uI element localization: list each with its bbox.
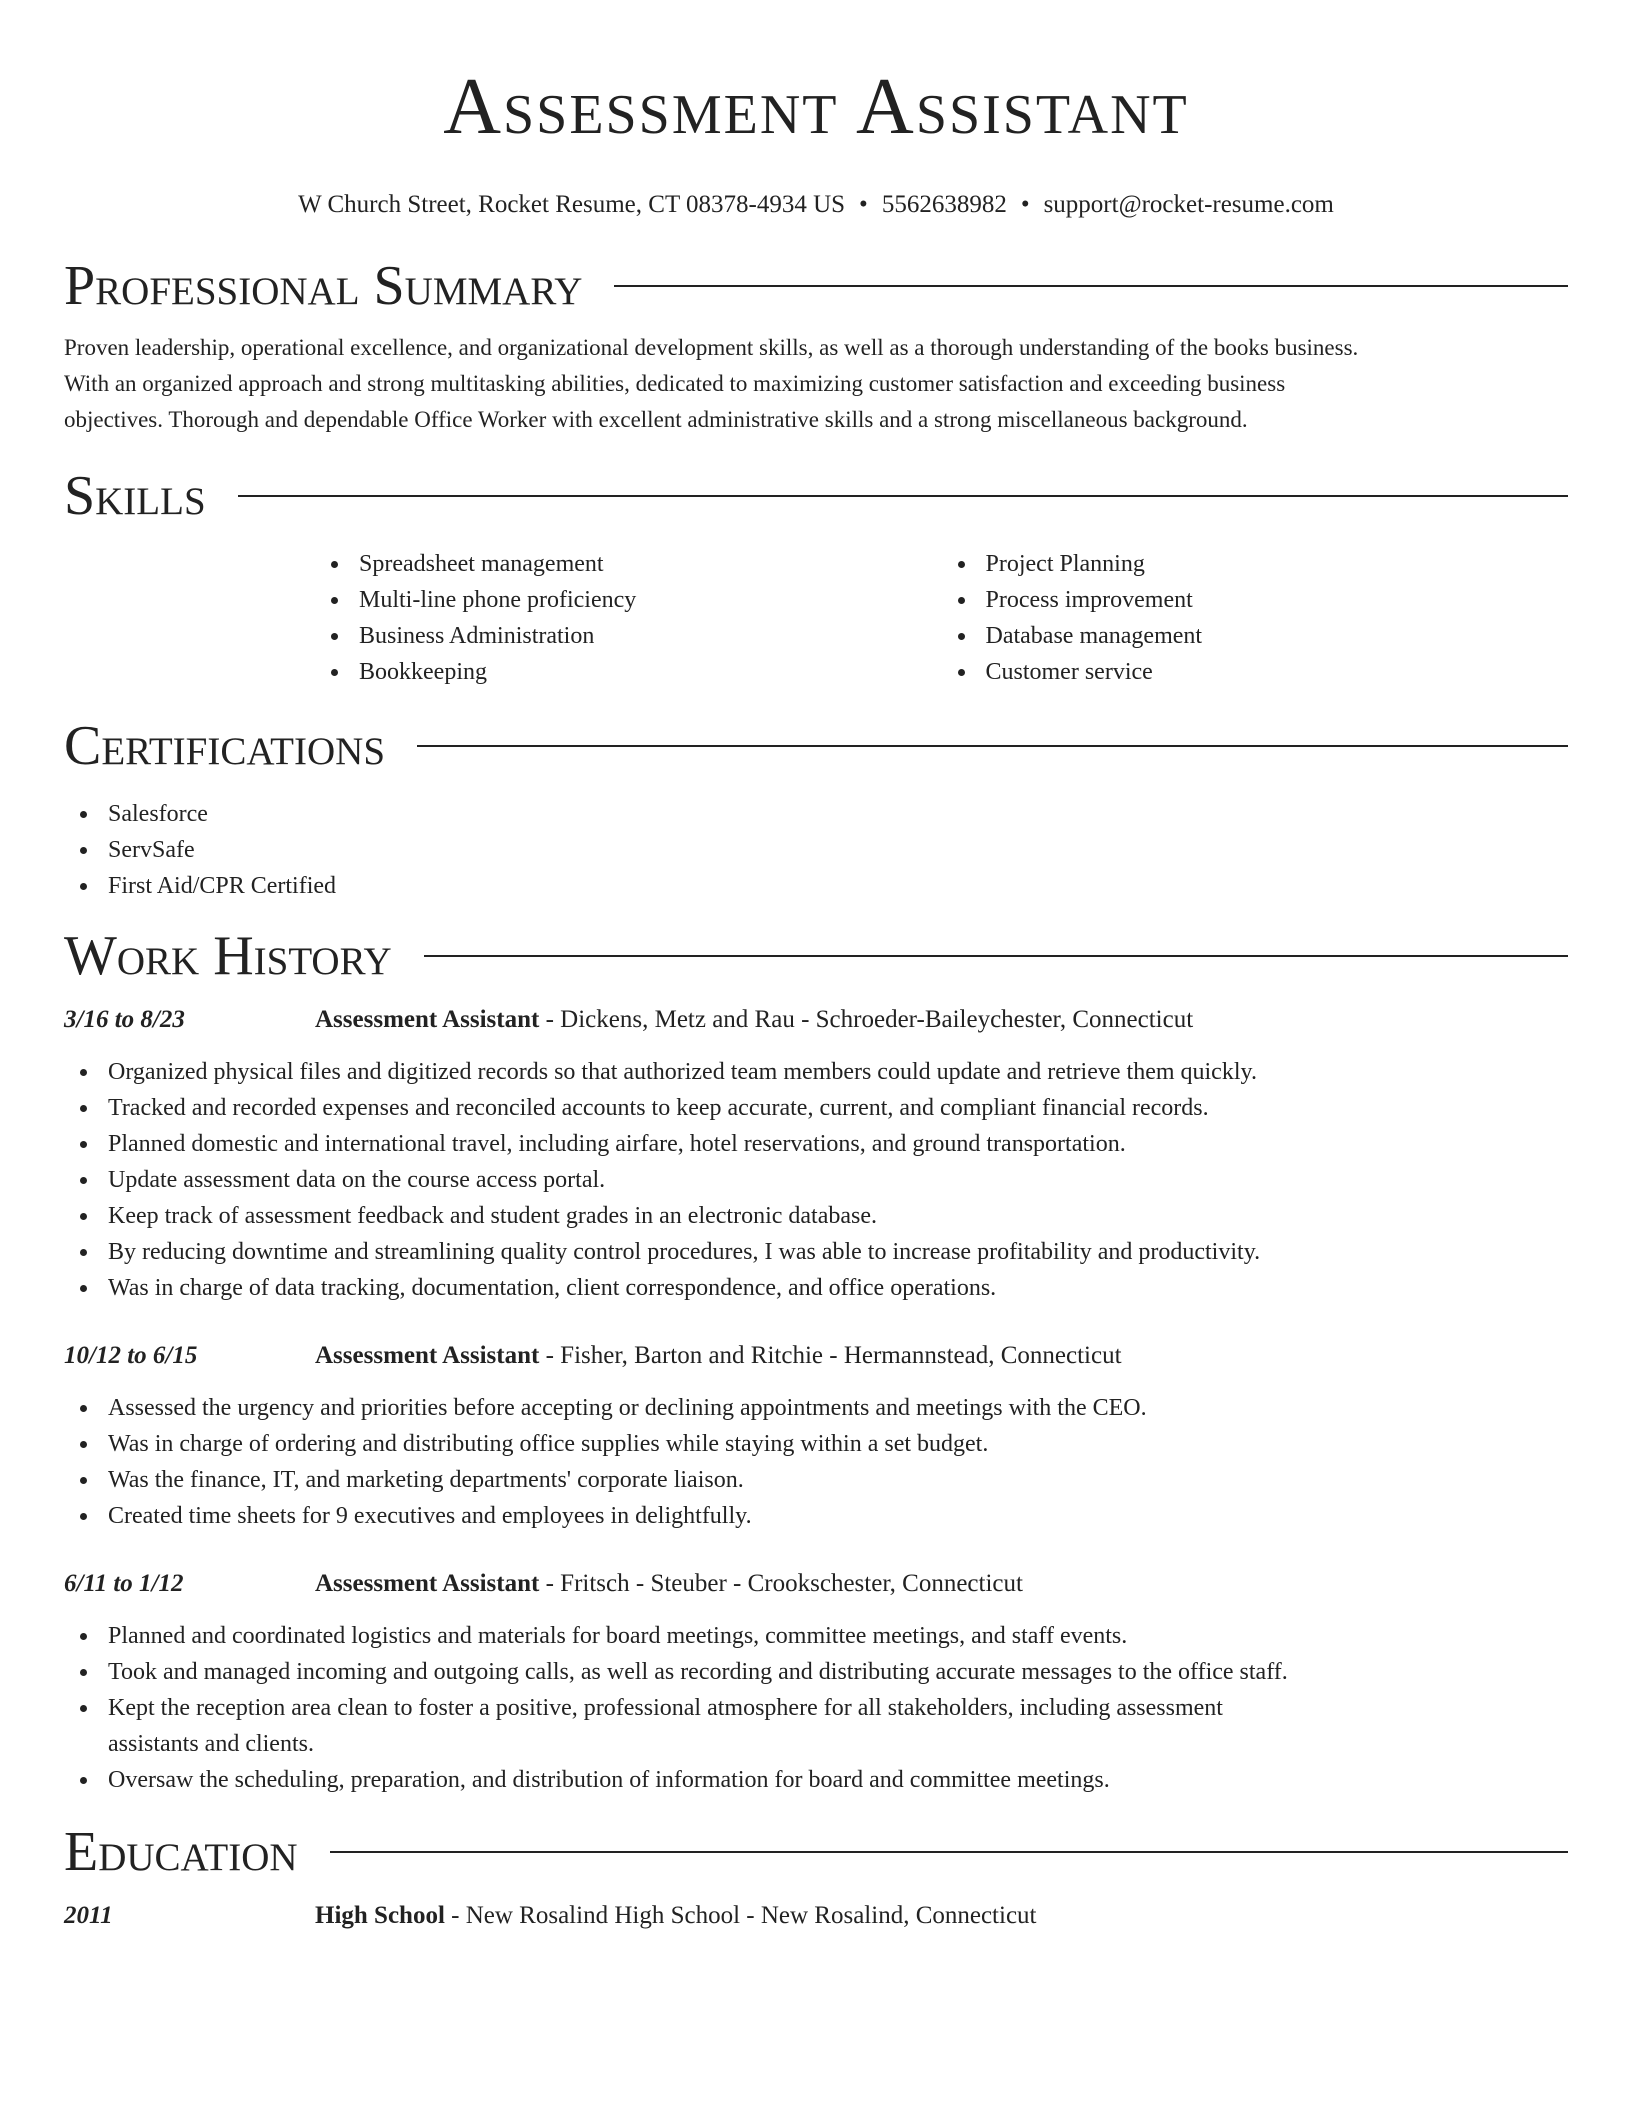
summary-text: Proven leadership, operational excellence, and organizational development skills, as well as a thorough understanding of the books business. With an organized approach and strong multitasking abilities, dedicated to maximizing customer satisfaction and exceeding business objectives. Thorough and dependable Office Worker with excellent administrative skills and a strong miscellaneous background. xyxy=(64,335,1359,432)
skills-right-list xyxy=(942,546,1569,690)
section-divider xyxy=(330,1851,1568,1853)
job-title-line xyxy=(315,1340,1122,1372)
certifications-heading: Certifications xyxy=(64,715,386,777)
job-bullet: By reducing downtime and streamlining quality control procedures, I was able to increase profitability and productivity. xyxy=(108,1234,1568,1270)
section-divider xyxy=(424,955,1568,957)
job-dates: 3/16 to 8/23 xyxy=(64,1006,185,1033)
job-details: - Fisher, Barton and Ritchie - Hermannstead, Connecticut xyxy=(545,1342,1122,1369)
job-bullet: Was in charge of data tracking, documentation, client correspondence, and office operations. xyxy=(108,1270,1568,1306)
job-header xyxy=(64,1340,1568,1372)
skill-item: Project Planning xyxy=(986,546,1569,582)
contact-phone: 5562638982 xyxy=(881,191,1007,218)
job-title-line xyxy=(315,1004,1193,1036)
contact-address: W Church Street, Rocket Resume, CT 08378-4934 US xyxy=(298,191,846,218)
education-year: 2011 xyxy=(64,1902,113,1929)
job-header xyxy=(64,1568,1568,1600)
skill-item: Database management xyxy=(986,618,1569,654)
job-dates: 10/12 to 6/15 xyxy=(64,1342,198,1369)
certification-item: First Aid/CPR Certified xyxy=(108,868,1568,904)
job-bullet: Planned domestic and international travel, including airfare, hotel reservations, and ground transportation. xyxy=(108,1126,1568,1162)
education-row xyxy=(64,1900,1568,1932)
job-bullet: Oversaw the scheduling, preparation, and distribution of information for board and committee meetings. xyxy=(108,1762,1298,1798)
contact-separator: • xyxy=(1020,191,1030,218)
job-role: Assessment Assistant xyxy=(315,1342,540,1369)
certification-item: ServSafe xyxy=(108,832,1568,868)
job-details: - Dickens, Metz and Rau - Schroeder-Baileychester, Connecticut xyxy=(545,1006,1194,1033)
resume-name: Assessment Assistant xyxy=(443,63,1189,151)
job-bullet: Was the finance, IT, and marketing departments' corporate liaison. xyxy=(108,1462,1568,1498)
summary-heading: Professional Summary xyxy=(64,255,583,317)
summary-section-header xyxy=(64,254,1568,318)
job-bullet: Kept the reception area clean to foster a positive, professional atmosphere for all stakeholders, including assessment assistants and clients. xyxy=(108,1690,1298,1762)
job-bullet: Organized physical files and digitized records so that authorized team members could update and retrieve them quickly. xyxy=(108,1054,1568,1090)
section-divider xyxy=(238,495,1568,497)
job-bullet: Planned and coordinated logistics and materials for board meetings, committee meetings, and staff events. xyxy=(108,1618,1298,1654)
job-bullets xyxy=(64,1618,1568,1798)
section-divider xyxy=(417,745,1568,747)
job-bullet: Keep track of assessment feedback and student grades in an electronic database. xyxy=(108,1198,1568,1234)
certification-item: Salesforce xyxy=(108,796,1568,832)
contact-line xyxy=(64,190,1568,220)
skills-left-list xyxy=(315,546,942,690)
education-degree: High School xyxy=(315,1902,445,1929)
education-line xyxy=(315,1900,1037,1932)
education-section-header xyxy=(64,1820,1568,1884)
job-bullet: Tracked and recorded expenses and reconciled accounts to keep accurate, current, and compliant financial records. xyxy=(108,1090,1568,1126)
job-bullet: Took and managed incoming and outgoing calls, as well as recording and distributing accurate messages to the office staff. xyxy=(108,1654,1298,1690)
work-heading: Work History xyxy=(64,925,392,987)
job-role: Assessment Assistant xyxy=(315,1570,540,1597)
skill-item: Multi-line phone proficiency xyxy=(359,582,942,618)
skill-item: Customer service xyxy=(986,654,1569,690)
job-dates: 6/11 to 1/12 xyxy=(64,1570,184,1597)
work-section-header xyxy=(64,924,1568,988)
skills-section-header xyxy=(64,464,1568,528)
contact-separator: • xyxy=(859,191,868,218)
skills-grid xyxy=(315,546,1568,690)
job-bullets xyxy=(64,1054,1568,1306)
job-header xyxy=(64,1004,1568,1036)
section-divider xyxy=(614,285,1568,287)
job-bullets xyxy=(64,1390,1568,1534)
skill-item: Spreadsheet management xyxy=(359,546,942,582)
job-details: - Fritsch - Steuber - Crookschester, Connecticut xyxy=(545,1570,1023,1597)
skills-heading: Skills xyxy=(64,465,206,527)
job-bullet: Was in charge of ordering and distributing office supplies while staying within a set budget. xyxy=(108,1426,1568,1462)
job-bullet: Assessed the urgency and priorities before accepting or declining appointments and meetings with the CEO. xyxy=(108,1390,1568,1426)
education-heading: Education xyxy=(64,1821,298,1883)
contact-email: support@rocket-resume.com xyxy=(1043,191,1334,218)
certifications-list xyxy=(64,796,1568,904)
job-bullet: Update assessment data on the course access portal. xyxy=(108,1162,1568,1198)
job-role: Assessment Assistant xyxy=(315,1006,540,1033)
certifications-section-header xyxy=(64,714,1568,778)
job-title-line xyxy=(315,1568,1023,1600)
education-details: - New Rosalind High School - New Rosalind, Connecticut xyxy=(451,1902,1037,1929)
skill-item: Bookkeeping xyxy=(359,654,942,690)
job-bullet: Created time sheets for 9 executives and employees in delightfully. xyxy=(108,1498,1568,1534)
skill-item: Process improvement xyxy=(986,582,1569,618)
skill-item: Business Administration xyxy=(359,618,942,654)
